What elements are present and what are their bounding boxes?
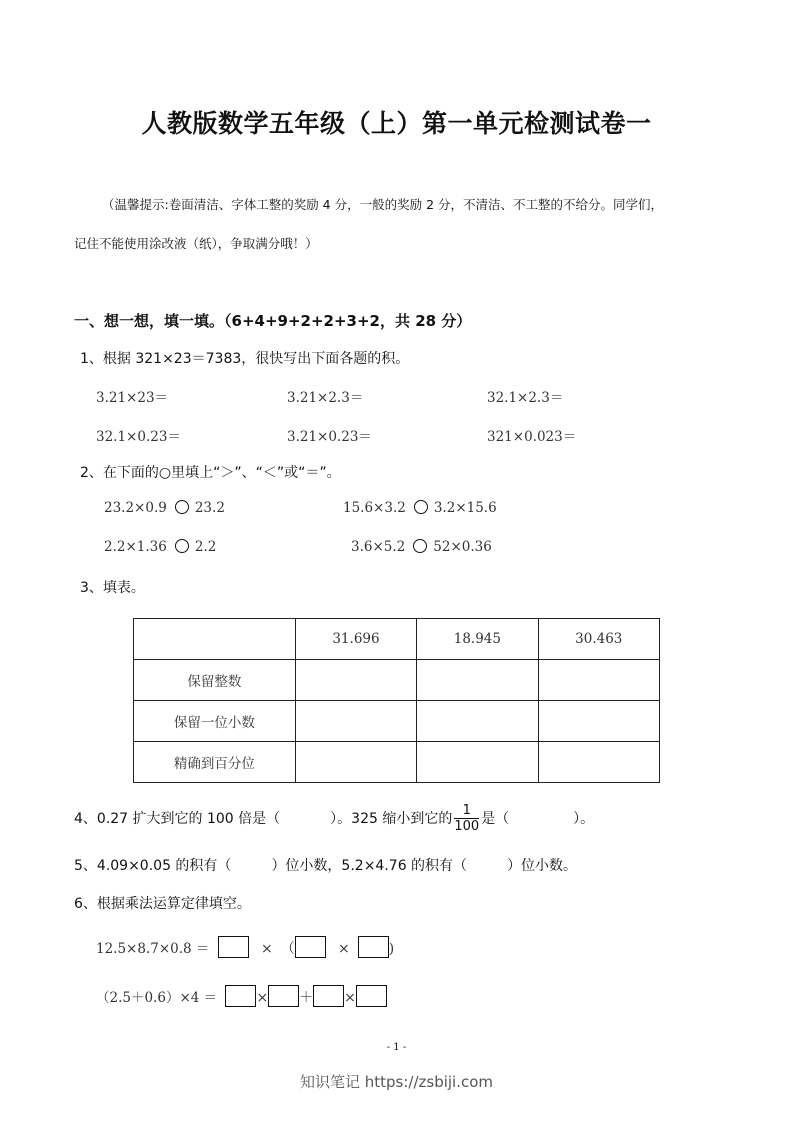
plus-sign: ＋ <box>299 990 314 1006</box>
q6-prompt: 6、根据乘法运算定律填空。 <box>74 896 251 912</box>
q2-item-2 <box>343 500 497 516</box>
q6-expr-1 <box>96 936 394 958</box>
q4-part-3: 是（ <box>481 811 510 827</box>
left-paren: （ <box>280 941 295 957</box>
q4-part-2: ）。325 缩小到它的 <box>330 811 453 827</box>
tip-line-1: （温馨提示:卷面清洁、字体工整的奖励 4 分，一般的奖励 2 分，不清洁、不工整的不给分。同学们， <box>102 197 664 212</box>
answer-box[interactable] <box>218 936 249 958</box>
answer-box[interactable] <box>225 985 256 1007</box>
answer-box[interactable] <box>295 936 326 958</box>
q6-expr-2-text: （2.5＋0.6）×4 ＝ <box>96 990 218 1006</box>
q1-item-5: 3.21×0.23＝ <box>287 429 372 445</box>
q2-item-2-left: 15.6×3.2 <box>343 500 406 516</box>
answer-cell[interactable] <box>417 660 538 701</box>
tip-line-2: 记住不能使用涂改液（纸），争取满分哦！） <box>74 236 318 251</box>
table-row-label: 保留整数 <box>134 660 296 701</box>
q4 <box>74 802 594 836</box>
q5-part-1: 5、4.09×0.05 的积有（ <box>74 858 232 874</box>
page-number: - 1 - <box>386 1042 407 1053</box>
fraction-numerator: 1 <box>462 803 471 818</box>
q6-expr-2 <box>96 985 387 1007</box>
q2-item-4 <box>351 539 492 555</box>
table-row <box>134 701 660 742</box>
compare-circle[interactable] <box>413 539 427 553</box>
times-sign: × <box>344 990 356 1006</box>
page-title: 人教版数学五年级（上）第一单元检测试卷一 <box>141 109 652 138</box>
q2-prompt: 2、在下面的○里填上“＞”、“＜”或“＝”。 <box>80 465 341 481</box>
q2-item-3-left: 2.2×1.36 <box>104 539 167 555</box>
answer-box[interactable] <box>268 985 299 1007</box>
q4-part-4: ）。 <box>573 811 595 827</box>
q2-item-1-left: 23.2×0.9 <box>104 500 167 516</box>
table-row-label: 精确到百分位 <box>134 742 296 783</box>
q5-part-2: ）位小数，5.2×4.76 的积有（ <box>271 858 468 874</box>
answer-box[interactable] <box>313 985 344 1007</box>
q2-item-3-right: 2.2 <box>194 539 217 555</box>
answer-cell[interactable] <box>538 742 659 783</box>
fraction-denominator: 100 <box>454 819 480 834</box>
table-header-cell: 18.945 <box>417 619 538 660</box>
q2-item-1-right: 23.2 <box>194 500 225 516</box>
answer-cell[interactable] <box>295 701 416 742</box>
table-header-cell: 31.696 <box>295 619 416 660</box>
q4-part-1: 4、0.27 扩大到它的 100 倍是（ <box>74 811 281 827</box>
q3-prompt: 3、填表。 <box>80 580 145 596</box>
q1-item-2: 3.21×2.3＝ <box>287 390 364 406</box>
compare-circle[interactable] <box>414 500 428 514</box>
table-header-row <box>134 619 660 660</box>
q1-item-4: 32.1×0.23＝ <box>96 429 181 445</box>
answer-cell[interactable] <box>538 660 659 701</box>
q6-expr-1-text: 12.5×8.7×0.8 ＝ <box>96 941 210 957</box>
compare-circle[interactable] <box>175 500 189 514</box>
q2-item-4-right: 52×0.36 <box>433 539 492 555</box>
compare-circle[interactable] <box>175 539 189 553</box>
table-row-label: 保留一位小数 <box>134 701 296 742</box>
q1-prompt: 1、根据 321×23＝7383，很快写出下面各题的积。 <box>80 351 410 367</box>
times-sign: × <box>338 941 350 957</box>
section-1-heading: 一、想一想，填一填。（6+4+9+2+2+3+2，共 28 分） <box>74 312 472 330</box>
q2-item-2-right: 3.2×15.6 <box>433 500 497 516</box>
right-paren: ) <box>388 941 395 957</box>
answer-cell[interactable] <box>295 660 416 701</box>
q1-item-3: 32.1×2.3＝ <box>487 390 564 406</box>
answer-cell[interactable] <box>295 742 416 783</box>
table-row <box>134 660 660 701</box>
answer-cell[interactable] <box>417 701 538 742</box>
watermark: 知识笔记 https://zsbiji.com <box>299 1073 494 1091</box>
q2-item-4-left: 3.6×5.2 <box>351 539 406 555</box>
answer-cell[interactable] <box>538 701 659 742</box>
fraction <box>454 804 479 834</box>
answer-box[interactable] <box>358 936 389 958</box>
answer-cell[interactable] <box>417 742 538 783</box>
table-row <box>134 742 660 783</box>
q2-item-3 <box>104 539 216 555</box>
answer-box[interactable] <box>356 985 387 1007</box>
rounding-table <box>133 618 660 783</box>
q5 <box>74 855 577 875</box>
times-sign: × <box>261 941 273 957</box>
q1-item-1: 3.21×23＝ <box>96 390 169 406</box>
q1-item-6: 321×0.023＝ <box>487 429 577 445</box>
q5-part-3: ）位小数。 <box>507 858 578 874</box>
table-header-cell: 30.463 <box>538 619 659 660</box>
times-sign: × <box>256 990 269 1006</box>
q2-item-1 <box>104 500 225 516</box>
table-corner-cell <box>134 619 296 660</box>
